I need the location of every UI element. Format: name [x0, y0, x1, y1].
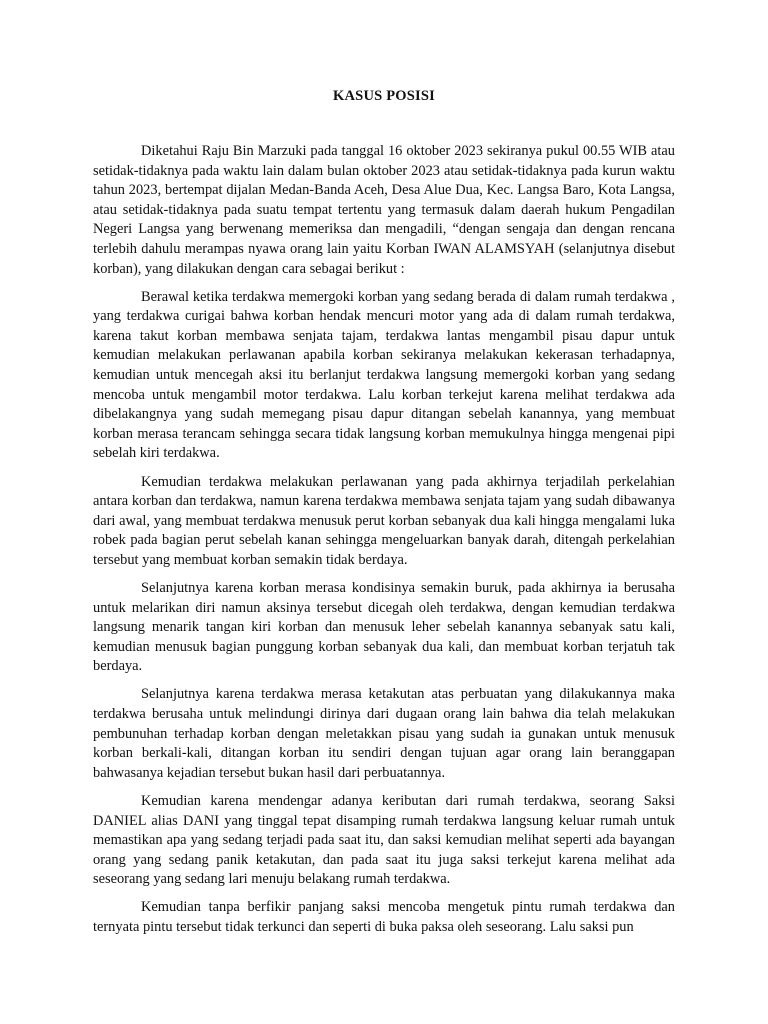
paragraph: Kemudian terdakwa melakukan perlawanan yang pada akhirnya terjadilah perkelahian antara korban dan terdakwa, namun karena terdakwa membawa senjata tajam yang sudah dibawanya dari awal, yang membuat terdakwa menusuk perut korban sebanyak dua kali hingga mengalami luka robek pada bagian perut sebelah kanan sehingga mengeluarkan banyak darah, ditengah perkelahian tersebut yang membuat korban semakin tidak berdaya.: [93, 473, 675, 568]
paragraph: Selanjutnya karena terdakwa merasa ketakutan atas perbuatan yang dilakukannya maka terdakwa berusaha untuk melindungi dirinya dari dugaan orang lain bahwa dia telah melakukan pembunuhan terhadap korban dengan meletakkan pisau yang sudah ia gunakan untuk menusuk korban berkali-kali, ditangan korban itu sendiri dengan tujuan agar orang lain beranggapan bahwasanya kejadian tersebut bukan hasil dari perbuatannya.: [93, 686, 675, 781]
paragraph: Kemudian tanpa berfikir panjang saksi mencoba mengetuk pintu rumah terdakwa dan ternyata pintu tersebut tidak terkunci dan seperti di buka paksa oleh seseorang. Lalu saksi pun: [93, 899, 675, 935]
paragraph: Berawal ketika terdakwa memergoki korban yang sedang berada di dalam rumah terdakwa , yang terdakwa curigai bahwa korban hendak mencuri motor yang ada di dalam rumah terdakwa, karena takut korban membawa senjata tajam, terdakwa lantas mengambil pisau dapur untuk kemudian melakukan perlawanan apabila korban sekiranya melakukan kekerasan terhadapnya, kemudian untuk mencegah aksi itu berlanjut terdakwa langsung memergoki korban yang sedang mencoba untuk mengambil motor terdakwa. Lalu korban terkejut karena melihat terdakwa ada dibelakangnya yang sudah memegang pisau dapur ditangan sebelah kanannya, yang membuat korban merasa terancam sehingga secara tidak langsung korban memukulnya hingga mengenai pipi sebelah kiri terdakwa.: [93, 288, 675, 462]
document-title: KASUS POSISI: [333, 88, 435, 104]
paragraph: Selanjutnya karena korban merasa kondisinya semakin buruk, pada akhirnya ia berusaha untuk melarikan diri namun aksinya tersebut dicegah oleh terdakwa, dengan kemudian terdakwa langsung menarik tangan kiri korban dan menusuk leher sebelah kanannya sebanyak satu kali, kemudian menusuk bagian punggung korban sebanyak dua kali, dan membuat korban terjatuh tak berdaya.: [93, 579, 675, 675]
paragraph: Diketahui Raju Bin Marzuki pada tanggal 16 oktober 2023 sekiranya pukul 00.55 WIB atau setidak-tidaknya pada waktu lain dalam bulan oktober 2023 atau setidak-tidaknya pada kurun waktu tahun 2023, bertempat dijalan Medan-Banda Aceh, Desa Alue Dua, Kec. Langsa Baro, Kota Langsa, atau setidak-tidaknya pada suatu tempat tertentu yang termasuk dalam daerah hukum Pengadilan Negeri Langsa yang berwenang memeriksa dan mengadili, “dengan sengaja dan dengan rencana terlebih dahulu merampas nyawa orang lain yaitu Korban IWAN ALAMSYAH (selanjutnya disebut korban), yang dilakukan dengan cara sebagai berikut :: [93, 143, 675, 277]
document-body: [93, 142, 675, 946]
paragraph: Kemudian karena mendengar adanya keributan dari rumah terdakwa, seorang Saksi DANIEL alias DANI yang tinggal tepat disamping rumah terdakwa langsung keluar rumah untuk memastikan apa yang sedang terjadi pada saat itu, dan saksi kemudian melihat seperti ada bayangan orang yang sedang panik ketakutan, dan pada saat itu juga saksi terkejut karena melihat ada seseorang yang sedang lari menuju belakang rumah terdakwa.: [93, 792, 675, 888]
